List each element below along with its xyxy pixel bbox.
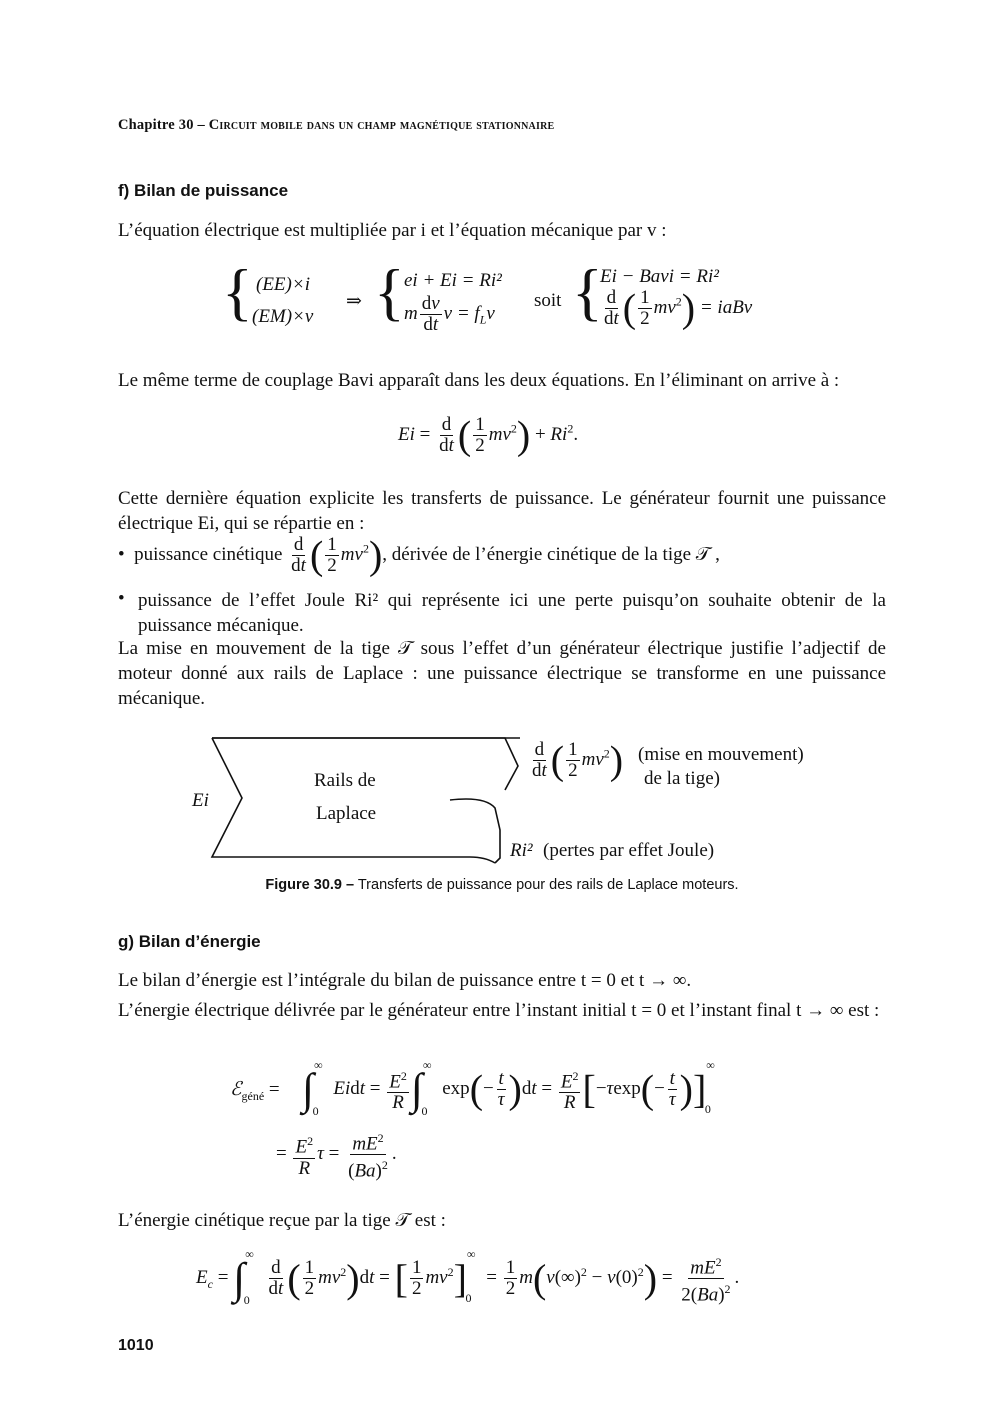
section-g-line3: L’énergie cinétique reçue par la tige 𝒯 est : xyxy=(118,1210,446,1231)
sys3-rhs: = iaBv xyxy=(699,296,753,318)
sys1-line2: (EM)×v xyxy=(252,306,314,327)
power-balance-equation: Ei = $\frac{d}{dt}$ ( $\frac{1}{2}$ $mv^2) + Ri^2$. xyxy=(398,412,579,458)
diagram-output-label1: (mise en mouvement) xyxy=(638,744,804,765)
bullet1-text-b: , dérivée de l’énergie cinétique de la tige 𝒯 , xyxy=(382,543,720,565)
diagram-box-line2: Laplace xyxy=(316,803,377,824)
diagram-output-kinetic: $\frac{d}{dt}$ ( $\frac{1}{2}$ $mv^2$) xyxy=(532,737,624,783)
running-header xyxy=(118,117,554,134)
figure-caption-text: Transferts de puissance pour des rails de Laplace moteurs. xyxy=(357,877,739,893)
page-number: 1010 xyxy=(118,1337,154,1354)
kinetic-energy-equation: $E_c = \int^\infty_0$ $\frac{d}{dt}$ ( $\frac{1}{2}$ $mv^2)dt$ = [ $\frac{1}{2}$ $mv^2]^\infty_0$ = $\frac{1}{2}$ $m(v(\infty)^2 - v(0)^2)$ = $\frac{mE^2}{2(Ba)^2}$ . xyxy=(196,1246,740,1307)
section-g-line1: Le bilan d’énergie est l’intégrale du bilan de puissance entre t = 0 et t → ∞. xyxy=(118,970,692,991)
bullet2-text: puissance de l’effet Joule Ri² qui représente ici une perte puisqu’on souhaite obtenir de la puissance mécanique. xyxy=(138,590,886,636)
section-f-intro: L’équation électrique est multipliée par i et l’équation mécanique par v : xyxy=(118,220,667,241)
bullet-joule: • puissance de l’effet Joule Ri² qui représente ici une perte puisqu’on souhaite obtenir de la puissance mécanique. xyxy=(118,588,886,636)
bullet-kinetic: • puissance cinétique $\frac{d}{dt}$ ( $\frac{1}{2}$ $mv^2$), dérivée de l’énergie cinétique de la tige 𝒯 , xyxy=(118,532,720,578)
para-motor: La mise en mouvement de la tige 𝒯 sous l’effet d’un générateur électrique justifie l’adjectif de moteur donné aux rails de Laplace : une puissance électrique se transforme en une puissance mécanique. xyxy=(118,638,886,709)
figure-caption-number: Figure 30.9 – xyxy=(265,877,355,893)
figure-caption xyxy=(0,877,1004,893)
chapter-label: Chapitre 30 – xyxy=(118,117,205,133)
section-f-title: f) Bilan de puissance xyxy=(118,181,289,200)
sys3-line1: Ei − Bavi = Ri² xyxy=(600,266,719,287)
bullet1-text-a: puissance cinétique xyxy=(134,543,283,565)
diagram-output-joule-term: Ri² xyxy=(510,840,533,861)
equation-system: { (EE)×i (EM)×v ⇒ { ei + Ei = Ri² m $\frac{dv}{dt}$ $v = f_Lv$ soit { Ei − Bavi = Ri² $\frac{d}{dt}$ ( $\frac{1}{2}$ $mv^2$) = iaBv xyxy=(222,256,753,335)
diagram-box-line1: Rails de xyxy=(314,770,376,791)
section-g-line2: L’énergie électrique délivrée par le générateur entre l’instant initial t = 0 et l’instant final t → ∞ est : xyxy=(118,1000,880,1021)
sys1-line1: (EE)×i xyxy=(256,274,310,295)
soit-word: soit xyxy=(534,290,562,311)
sys2-line1: ei + Ei = Ri² xyxy=(404,270,502,291)
section-g-title: g) Bilan d’énergie xyxy=(118,932,261,951)
para-coupling: Le même terme de couplage Bavi apparaît dans les deux équations. En l’éliminant on arrive à : xyxy=(118,370,840,391)
diagram-input-ei: Ei xyxy=(192,790,209,811)
diagram-output-joule-label: (pertes par effet Joule) xyxy=(543,840,715,861)
diagram-output-label2: de la tige) xyxy=(644,768,720,789)
para-transfers: Cette dernière équation explicite les transferts de puissance. Le générateur fournit une puissance électrique Ei, qui se répartie en : xyxy=(118,488,886,534)
chapter-title: Circuit mobile dans un champ magnétique stationnaire xyxy=(208,117,555,133)
power-transfer-diagram xyxy=(150,730,870,870)
electrical-energy-equation: ℰ$_{géné}$ = $\int^\infty_0$ Eidt = $\frac{E^2}{R}$ $\int^\infty_0$ exp(− $\frac{t}{\tau}$ )dt = $\frac{E^2}{R}$ [−τexp(− $\frac{t}{\tau}$ )]$^\infty_0$ = $\frac{E^2}{R}$ τ = $\frac{mE^2}{(Ba)^2}$ . xyxy=(230,1057,715,1182)
